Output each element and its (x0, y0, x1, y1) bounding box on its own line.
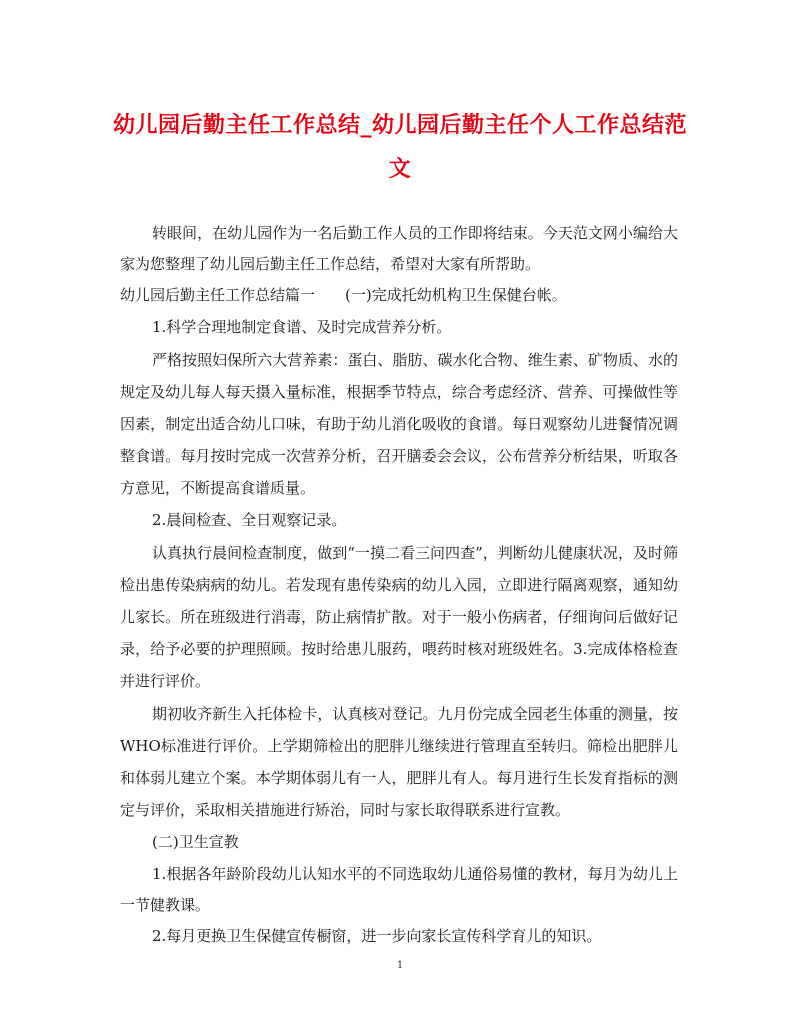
document-title: 幼儿园后勤主任工作总结_幼儿园后勤主任个人工作总结范文 (112, 113, 687, 182)
section-heading-2: (二)卫生宣教 (152, 833, 239, 852)
subheading-menu-planning: 1.科学合理地制定食谱、及时完成营养分析。 (152, 318, 452, 337)
page-number: 1 (396, 960, 404, 971)
paragraph-morning-check: 认真执行晨间检查制度，做到“一摸二看三问四查”，判断幼儿健康状况，及时筛检出患传染病病的幼儿。若发现有患传染病的幼儿入园，立即进行隔离观察，通知幼儿家长。所在班级进行消毒，防止病情扩散。对于一般小伤病者，仔细询问后做好记录，给予必要的护理照顾。按时给患儿服药，喂药时核对班级姓名。3.完成体格检查并进行评价。 (120, 543, 678, 690)
paragraph-nutrition: 严格按照妇保所六大营养素：蛋白、脂肪、碳水化合物、维生素、矿物质、水的规定及幼儿每人每天摄入量标准，根据季节特点，综合考虑经济、营养、可操做性等因素，制定出适合幼儿口味，有助于幼儿消化吸收的食谱。每日观察幼儿进餐情况调整食谱。每月按时完成一次营养分析，召开膳委会会议，公布营养分析结果，听取各方意见，不断提高食谱质量。 (120, 350, 678, 497)
paragraph-physical-exam: 期初收齐新生入托体检卡，认真核对登记。九月份完成全园老生体重的测量，按WHO标准进行评价。上学期筛检出的肥胖儿继续进行管理直至转归。筛检出肥胖儿和体弱儿建立个案。本学期体弱儿有一人，肥胖儿有人。每月进行生长发育指标的测定与评价，采取相关措施进行矫治，同时与家长取得联系进行宣教。 (120, 705, 678, 820)
document-body (120, 218, 678, 953)
section-heading-1: 幼儿园后勤主任工作总结篇一 (一)完成托幼机构卫生保健台帐。 (120, 286, 567, 305)
paragraph-bulletin: 2.每月更换卫生保健宣传橱窗，进一步向家长宣传科学育儿的知识。 (152, 927, 602, 946)
intro-paragraph: 转眼间，在幼儿园作为一名后勤工作人员的工作即将结束。今天范文网小编给大家为您整理了幼儿园后勤主任工作总结，希望对大家有所帮助。 (120, 224, 678, 273)
paragraph-health-class: 1.根据各年龄阶段幼儿认知水平的不同选取幼儿通俗易懂的教材，每月为幼儿上一节健教课。 (120, 865, 678, 914)
subheading-morning-check: 2.晨间检查、全日观察记录。 (152, 511, 347, 530)
